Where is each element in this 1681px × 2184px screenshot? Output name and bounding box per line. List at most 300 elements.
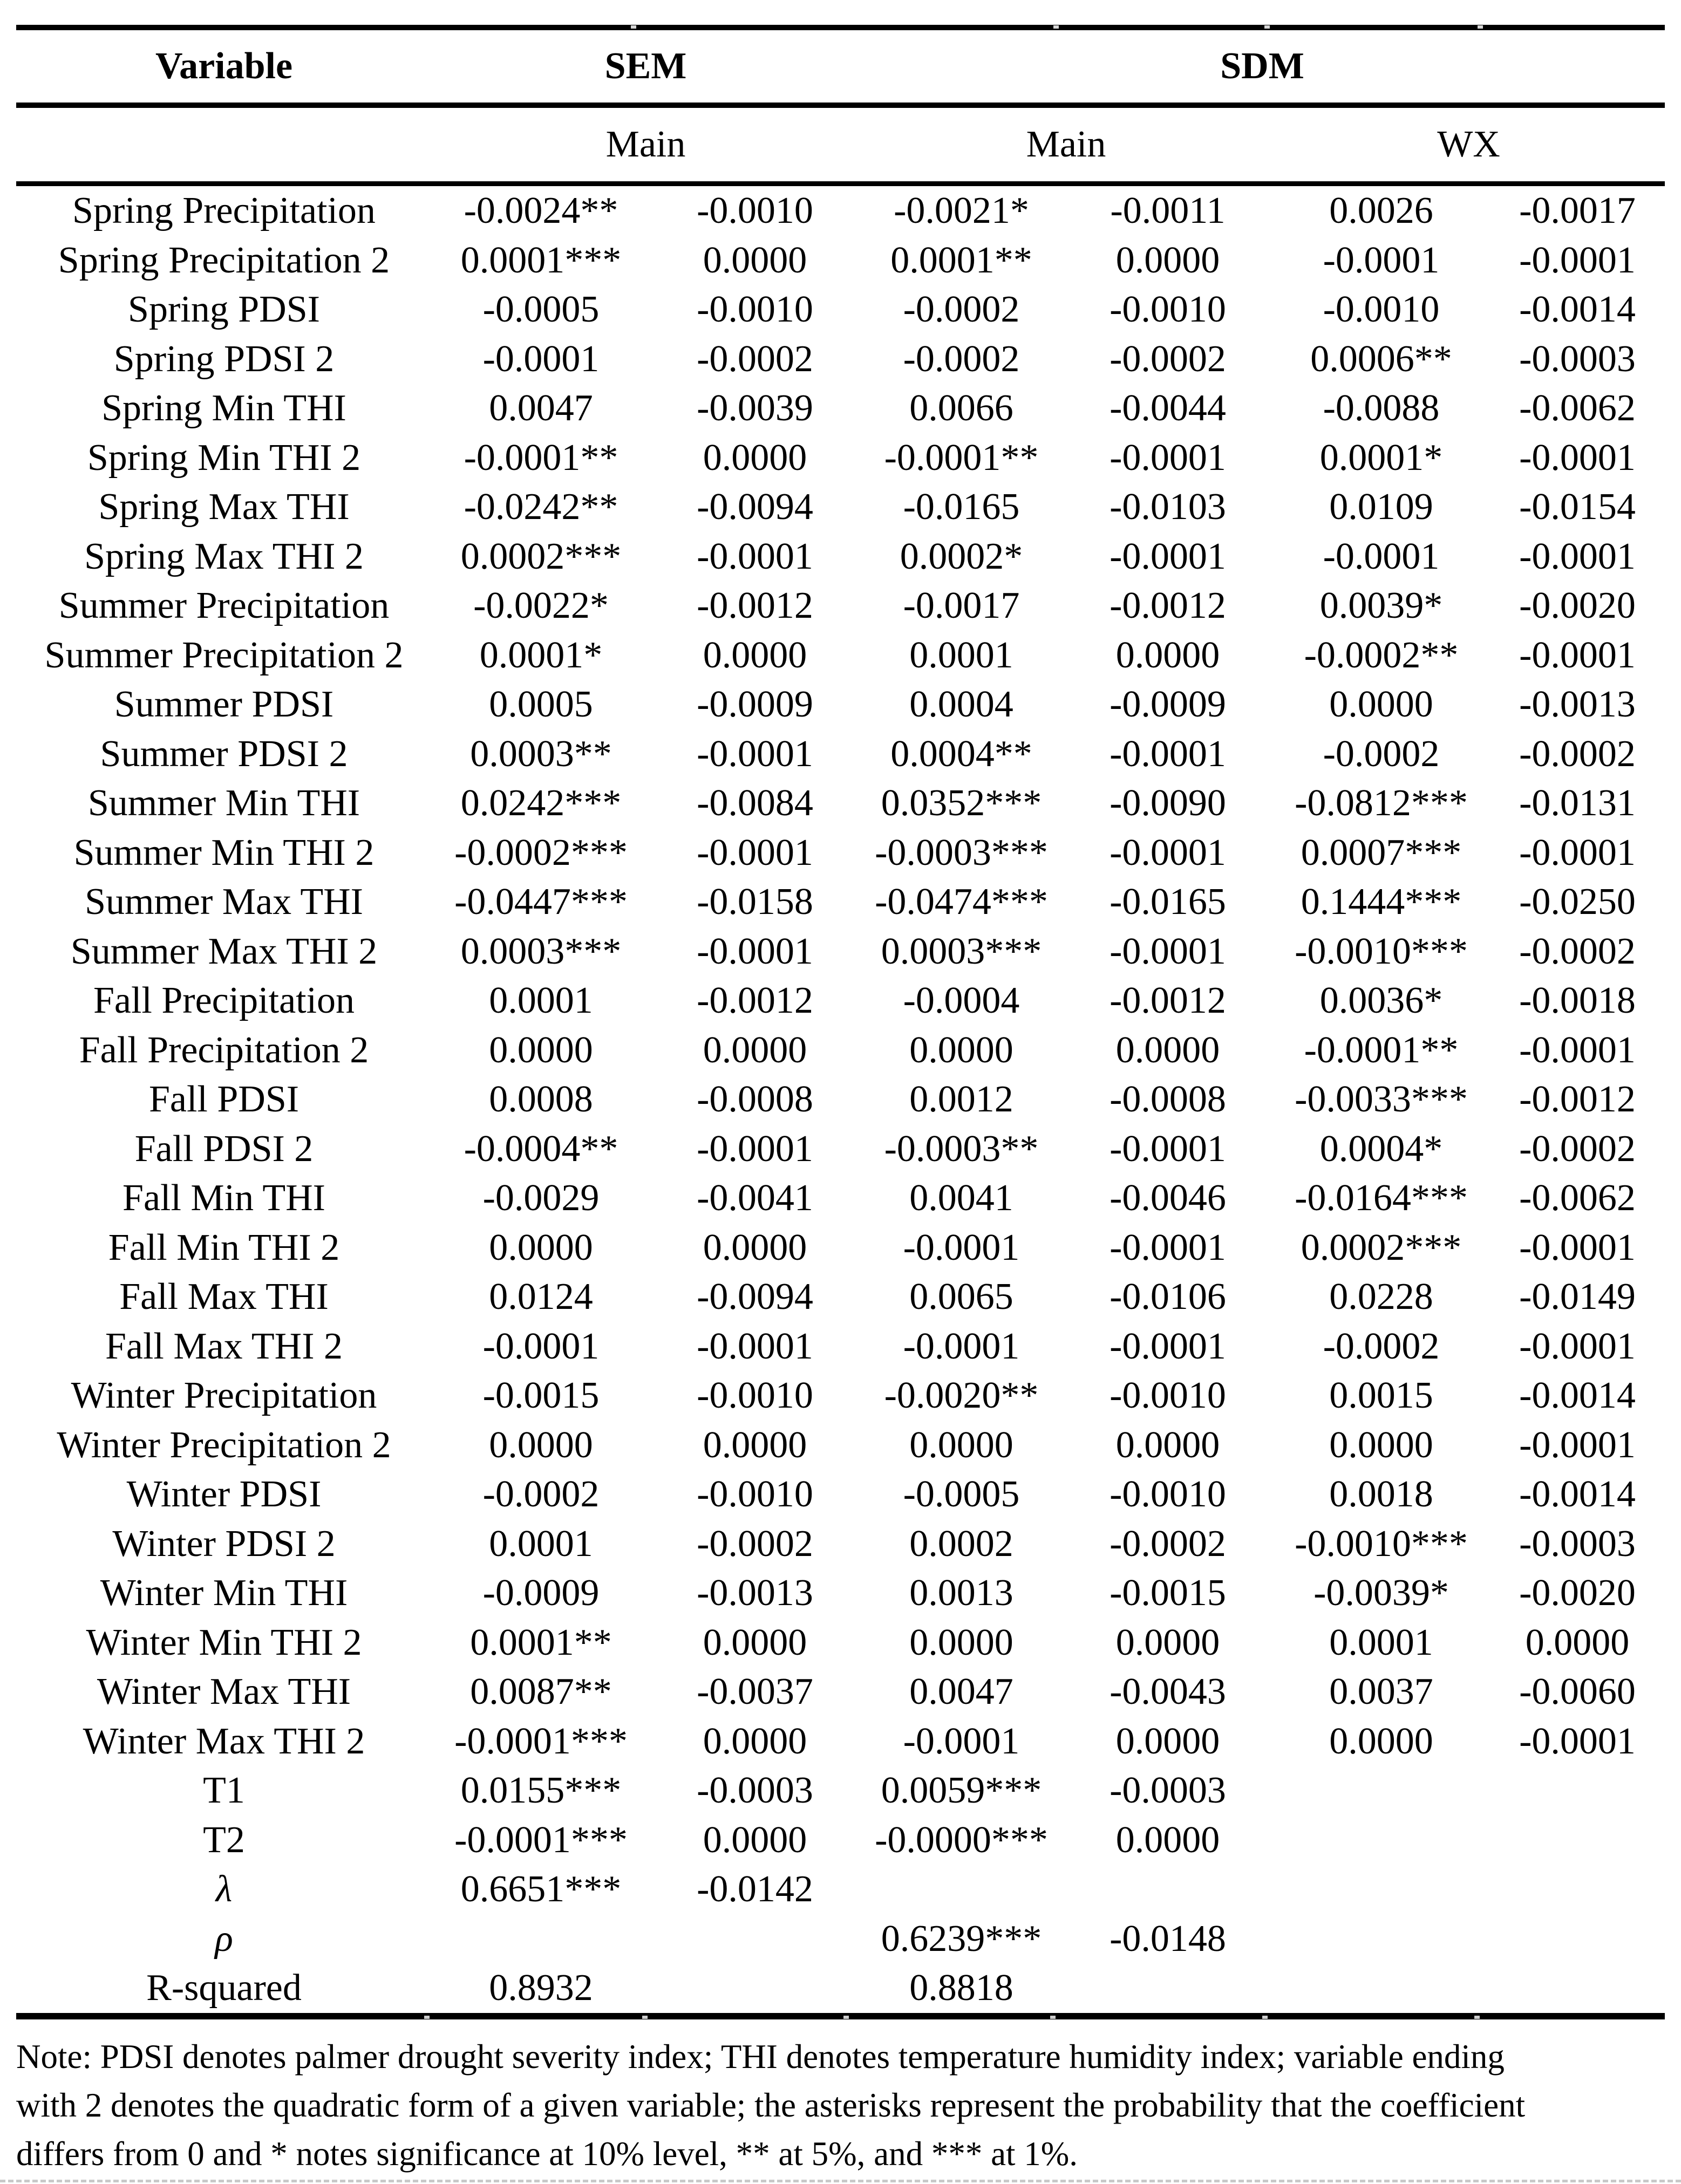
cell-value: -0.0242** [464,486,618,528]
cell-value: -0.0094 [697,486,813,528]
cell-value: -0.0029 [482,1177,600,1219]
cell-value: -0.0164*** [1295,1177,1468,1219]
cell-value: -0.0001** [464,436,618,479]
row-label: Winter Precipitation 2 [57,1424,391,1466]
cell-value: -0.0001 [1519,436,1636,479]
cell-value: -0.0010 [1110,1473,1226,1515]
cell-value: -0.0062 [1519,387,1636,429]
cell-value: -0.0002 [697,1523,813,1565]
subheader-blank [16,105,432,184]
cell-value: 0.0000 [703,1819,807,1861]
cell-value [1490,1914,1665,1964]
cell-value: -0.0037 [697,1671,813,1712]
cell-value: -0.0012 [697,980,813,1021]
cell-value: -0.0002 [1323,733,1440,775]
cell-value: -0.0001** [1304,1029,1459,1071]
cell-value: -0.0131 [1519,782,1636,824]
row-label: Winter Min THI 2 [86,1621,362,1663]
cell-value: -0.0002 [903,338,1020,380]
row-label: Summer Max THI 2 [70,930,378,972]
cell-value: -0.0003*** [875,831,1048,873]
cell-value: -0.0020 [1519,585,1636,626]
cell-value: -0.0002** [1304,634,1459,676]
cell-value: -0.0001 [903,1226,1020,1268]
subheader-sdm-wx: WX [1272,105,1665,184]
cell-value: -0.0022* [473,585,609,626]
row-label: Fall Min THI [122,1177,325,1219]
row-label: Winter Precipitation [71,1375,377,1416]
cell-value: 0.0003*** [460,930,622,972]
cell-value: -0.0015 [1110,1572,1226,1614]
cell-value: -0.0090 [1110,782,1226,824]
cell-value: -0.0010 [697,1473,813,1515]
cell-value [650,1914,860,1964]
cell-value: -0.0001 [482,338,600,380]
cell-value: 0.0000 [1115,1424,1220,1466]
cell-value [1272,1816,1490,1865]
cell-value [1272,1963,1490,2013]
table-row [16,285,1665,335]
note-line: differs from 0 and * notes significance at 10% level, ** at 5%, and *** at 1%. [16,2134,1078,2173]
table-row [16,877,1665,927]
cell-value: -0.0012 [1110,585,1226,626]
cell-value: -0.0001 [697,733,813,775]
cell-value: -0.0009 [697,684,813,725]
cell-value: -0.0005 [482,289,600,330]
cell-value: 0.0003*** [881,930,1042,972]
cell-value: 0.0037 [1329,1671,1433,1712]
cell-value: 0.0000 [909,1029,1013,1071]
cell-value: 0.0000 [489,1029,593,1071]
cell-value: -0.0001 [1110,535,1226,577]
cell-value: 0.0015 [1329,1375,1433,1416]
cell-value [1272,1914,1490,1964]
cell-value: -0.0001 [1110,436,1226,479]
cell-value: 0.0002 [909,1523,1013,1565]
row-label: Fall PDSI 2 [134,1128,314,1170]
row-label: Fall PDSI [148,1079,300,1120]
cell-value: 0.0000 [1115,1819,1220,1861]
cell-value: -0.0084 [697,782,813,824]
row-label: Fall Max THI [119,1276,329,1318]
row-label: Winter Max THI 2 [83,1720,365,1762]
cell-value: 0.0001 [909,634,1013,676]
page-bottom-divider [0,2180,1681,2182]
cell-value: -0.0003** [884,1128,1039,1170]
cell-value: 0.0124 [489,1276,593,1318]
cell-value: -0.0020 [1519,1572,1636,1614]
table-row [16,581,1665,631]
cell-value: 0.0000 [703,634,807,676]
row-label: Summer Min THI [87,782,360,824]
cell-value: -0.0001 [1519,239,1636,281]
cell-value: -0.0001 [903,1720,1020,1762]
table-row [16,1173,1665,1223]
cell-value: -0.0001 [1519,1029,1636,1071]
table-row [16,1371,1665,1421]
cell-value: -0.0447*** [454,881,628,923]
column-header-sdm: SDM [860,30,1665,105]
cell-value: -0.0024** [464,190,618,231]
table-row [16,828,1665,878]
cell-value: -0.0000*** [875,1819,1048,1861]
cell-value: 0.6651*** [460,1868,622,1910]
cell-value: -0.0812*** [1295,782,1468,824]
cell-value: -0.0002 [697,338,813,380]
cell-value [1272,1766,1490,1816]
cell-value: -0.0001 [1110,1226,1226,1268]
cell-value: 0.0000 [703,1226,807,1268]
row-label: Spring Max THI 2 [84,535,364,577]
cell-value: -0.0062 [1519,1177,1636,1219]
cell-value: -0.0001 [1519,831,1636,873]
cell-value: -0.0004** [464,1128,618,1170]
cell-value: 0.0039* [1319,585,1443,626]
cell-value: 0.0000 [703,436,807,479]
cell-value: -0.0004 [903,980,1020,1021]
cell-value: -0.0012 [697,585,813,626]
cell-value: 0.8818 [909,1967,1013,2009]
cell-value: -0.0088 [1323,387,1440,429]
cell-value: -0.0010*** [1295,1523,1468,1565]
cell-value: -0.0003 [1519,1523,1636,1565]
cell-value: -0.0001 [697,1128,813,1170]
cell-value: 0.0000 [1115,1720,1220,1762]
table-body [16,184,1665,2013]
header-row-models [16,30,1665,105]
cell-value: -0.0010*** [1295,930,1468,972]
row-label: T1 [203,1770,245,1811]
row-label: Fall Precipitation 2 [79,1029,369,1071]
table-row [16,680,1665,729]
regression-table [16,25,1665,2019]
cell-value: -0.0094 [697,1276,813,1318]
cell-value: -0.0001*** [454,1819,628,1861]
cell-value: -0.0154 [1519,486,1636,528]
table-row [16,1421,1665,1470]
cell-value: 0.0066 [909,387,1013,429]
row-label: Spring PDSI 2 [113,338,335,380]
table-row [16,1470,1665,1519]
row-label: Summer Min THI 2 [73,831,375,873]
cell-value: 0.0012 [909,1079,1013,1120]
table-row [16,184,1665,236]
cell-value: -0.0008 [1110,1079,1226,1120]
cell-value [1063,1865,1272,1914]
cell-value: -0.0010 [1110,289,1226,330]
cell-value: -0.0020** [884,1375,1039,1416]
cell-value: 0.0000 [1329,684,1433,725]
cell-value: -0.0013 [697,1572,813,1614]
cell-value: -0.0012 [1110,980,1226,1021]
cell-value: -0.0142 [697,1868,813,1910]
cell-value: -0.0002 [1519,1128,1636,1170]
cell-value: 0.0002* [900,535,1023,577]
cell-value: -0.0014 [1519,1375,1636,1416]
cell-value: -0.0001 [1110,1128,1226,1170]
cell-value: -0.0001 [1110,831,1226,873]
cell-value: -0.0021* [894,190,1029,231]
cell-value: -0.0015 [482,1375,600,1416]
cell-value: 0.0352*** [881,782,1042,824]
cell-value: 0.0047 [909,1671,1013,1712]
cell-value: 0.0001** [470,1621,612,1663]
table-row [16,1322,1665,1371]
table-row [16,335,1665,384]
cell-value: -0.0043 [1110,1671,1226,1712]
cell-value: -0.0002 [1519,930,1636,972]
cell-value: 0.0001*** [460,239,622,281]
cell-value: 0.0004 [909,684,1013,725]
cell-value: -0.0002*** [454,831,628,873]
row-label: T2 [203,1819,245,1861]
cell-value: -0.0002 [1110,1523,1226,1565]
table-row [16,532,1665,582]
table-row [16,236,1665,285]
cell-value: -0.0165 [903,486,1020,528]
cell-value: 0.0047 [489,387,593,429]
cell-value: -0.0017 [1519,190,1636,231]
cell-value: -0.0009 [482,1572,600,1614]
cell-value: -0.0003 [697,1770,813,1811]
cell-value: -0.0041 [697,1177,813,1219]
column-header-variable: Variable [16,30,432,105]
cell-value: 0.0036* [1319,980,1443,1021]
cell-value: 0.0001* [1319,436,1443,479]
table-row [16,976,1665,1026]
cell-value: -0.0001 [1519,1325,1636,1367]
border-notch [1053,25,1059,29]
cell-value: -0.0014 [1519,289,1636,330]
cell-value [650,1963,860,2013]
cell-value: -0.0165 [1110,881,1226,923]
cell-value [1063,1963,1272,2013]
cell-value: 0.0000 [489,1424,593,1466]
cell-value: 0.0000 [1525,1621,1630,1663]
cell-value: -0.0001 [697,1325,813,1367]
table-row [16,1075,1665,1124]
cell-value: 0.0000 [909,1621,1013,1663]
coefficients-table [16,30,1665,2013]
row-label: Summer Max THI [85,881,363,923]
cell-value: -0.0010 [697,289,813,330]
cell-value: -0.0103 [1110,486,1226,528]
cell-value: 0.0001 [489,1523,593,1565]
cell-value: -0.0001 [1323,535,1440,577]
table-row [16,1223,1665,1273]
row-label: Spring Precipitation 2 [58,239,390,281]
cell-value: -0.0001 [697,930,813,972]
subheader-sdm-main: Main [860,105,1272,184]
table-row [16,1816,1665,1865]
cell-value: -0.0010 [1110,1375,1226,1416]
cell-value: -0.0001** [884,436,1039,479]
cell-value: -0.0001 [1519,634,1636,676]
cell-value: 0.0000 [1115,1621,1220,1663]
cell-value: -0.0001 [697,831,813,873]
table-row [16,927,1665,977]
cell-value: 0.0000 [1329,1720,1433,1762]
cell-value: -0.0001 [697,535,813,577]
row-label: Summer Precipitation [58,585,390,626]
cell-value: 0.0228 [1329,1276,1433,1318]
subheader-sem-main: Main [432,105,860,184]
cell-value: 0.0004* [1319,1128,1443,1170]
cell-value: 0.1444*** [1301,881,1462,923]
cell-value: -0.0001 [1519,535,1636,577]
cell-value: -0.0149 [1519,1276,1636,1318]
cell-value: 0.0013 [909,1572,1013,1614]
cell-value: -0.0002 [482,1473,600,1515]
table-row [16,1124,1665,1174]
cell-value [1490,1963,1665,2013]
cell-value [432,1914,650,1964]
cell-value: -0.0001 [482,1325,600,1367]
cell-value: 0.0000 [1329,1424,1433,1466]
cell-value: 0.0003** [470,733,612,775]
cell-value: -0.0002 [1323,1325,1440,1367]
row-label: ρ [215,1917,233,1960]
cell-value: 0.0109 [1329,486,1433,528]
cell-value: 0.0002*** [460,535,622,577]
cell-value: -0.0012 [1519,1079,1636,1120]
header-row-specs [16,105,1665,184]
table-row [16,1568,1665,1618]
row-label: R-squared [146,1967,302,2009]
border-notch [642,2016,648,2019]
cell-value: -0.0010 [697,1375,813,1416]
cell-value [860,1865,1063,1914]
cell-value: 0.8932 [489,1967,593,2009]
cell-value: 0.0000 [1115,634,1220,676]
cell-value: 0.0008 [489,1079,593,1120]
row-label: Summer PDSI 2 [100,733,348,775]
cell-value: 0.0000 [703,1720,807,1762]
table-row [16,729,1665,779]
row-label: λ [215,1868,233,1910]
row-label: Winter Max THI [97,1671,351,1712]
cell-value: -0.0001 [1110,1325,1226,1367]
cell-value: -0.0018 [1519,980,1636,1021]
cell-value: 0.0001** [890,239,1032,281]
cell-value: 0.0018 [1329,1473,1433,1515]
row-label: Summer PDSI [114,684,334,725]
cell-value: -0.0002 [1519,733,1636,775]
cell-value: -0.0001 [1110,930,1226,972]
row-label: Fall Max THI 2 [105,1325,343,1367]
cell-value: 0.0000 [703,1029,807,1071]
border-notch [1262,2016,1268,2019]
cell-value: -0.0148 [1110,1917,1226,1960]
cell-value: 0.0000 [703,239,807,281]
cell-value: 0.0000 [703,1621,807,1663]
table-row [16,1865,1665,1914]
cell-value: 0.0000 [489,1226,593,1268]
cell-value: 0.0000 [1115,1029,1220,1071]
cell-value: 0.0000 [703,1424,807,1466]
cell-value: 0.0242*** [460,782,622,824]
cell-value: 0.0000 [909,1424,1013,1466]
table-row [16,1766,1665,1816]
border-notch [1050,2016,1056,2019]
border-notch [1478,25,1483,29]
column-header-sem: SEM [432,30,860,105]
table-row [16,433,1665,483]
border-notch [1474,2016,1480,2019]
note-line: Note: PDSI denotes palmer drought severity index; THI denotes temperature humidity index; variable ending [16,2037,1505,2076]
cell-value: -0.0001 [1519,1720,1636,1762]
table-row [16,384,1665,433]
table-row [16,631,1665,680]
row-label: Summer Precipitation 2 [44,634,404,676]
cell-value: -0.0001*** [454,1720,628,1762]
note-line: with 2 denotes the quadratic form of a given variable; the asterisks represent the probability that the coefficient [16,2086,1526,2124]
cell-value: 0.0005 [489,684,593,725]
cell-value: 0.0001* [479,634,603,676]
cell-value: -0.0001 [1519,1226,1636,1268]
cell-value: 0.0065 [909,1276,1013,1318]
cell-value: -0.0005 [903,1473,1020,1515]
cell-value: -0.0046 [1110,1177,1226,1219]
row-label: Fall Min THI 2 [108,1226,340,1268]
cell-value: -0.0013 [1519,684,1636,725]
row-label: Fall Precipitation [93,980,355,1021]
cell-value: -0.0106 [1110,1276,1226,1318]
row-label: Winter PDSI 2 [112,1523,336,1565]
border-notch [843,2016,849,2019]
row-label: Spring PDSI [128,289,320,330]
cell-value: 0.0007*** [1301,831,1462,873]
cell-value: -0.0039 [697,387,813,429]
cell-value: -0.0044 [1110,387,1226,429]
table-row [16,1519,1665,1569]
cell-value: -0.0002 [1110,338,1226,380]
cell-value: 0.0000 [1115,239,1220,281]
cell-value: -0.0033*** [1295,1079,1468,1120]
table-note [16,2032,1665,2178]
cell-value: -0.0011 [1110,190,1226,231]
cell-value: -0.0158 [697,881,813,923]
cell-value [1490,1816,1665,1865]
cell-value: -0.0001 [1519,1424,1636,1466]
row-label: Winter Min THI [100,1572,348,1614]
row-label: Spring Max THI [98,486,350,528]
cell-value: 0.0001 [489,980,593,1021]
row-label: Spring Precipitation [72,190,376,231]
cell-value: 0.0006** [1310,338,1452,380]
row-label: Spring Min THI 2 [87,436,361,479]
cell-value: -0.0001 [1323,239,1440,281]
cell-value [1490,1865,1665,1914]
row-label: Spring Min THI [101,387,346,429]
cell-value: -0.0014 [1519,1473,1636,1515]
table-row [16,1963,1665,2013]
cell-value: 0.6239*** [881,1917,1042,1960]
cell-value: -0.0474*** [875,881,1048,923]
cell-value: -0.0039* [1314,1572,1449,1614]
cell-value: -0.0010 [1323,289,1440,330]
border-notch [631,25,636,29]
cell-value: 0.0059*** [881,1770,1042,1811]
cell-value: 0.0155*** [460,1770,622,1811]
cell-value [1272,1865,1490,1914]
table-row [16,1717,1665,1766]
table-row [16,1026,1665,1075]
cell-value: -0.0003 [1110,1770,1226,1811]
cell-value: -0.0001 [1110,733,1226,775]
border-notch [424,2016,430,2019]
cell-value: -0.0001 [903,1325,1020,1367]
